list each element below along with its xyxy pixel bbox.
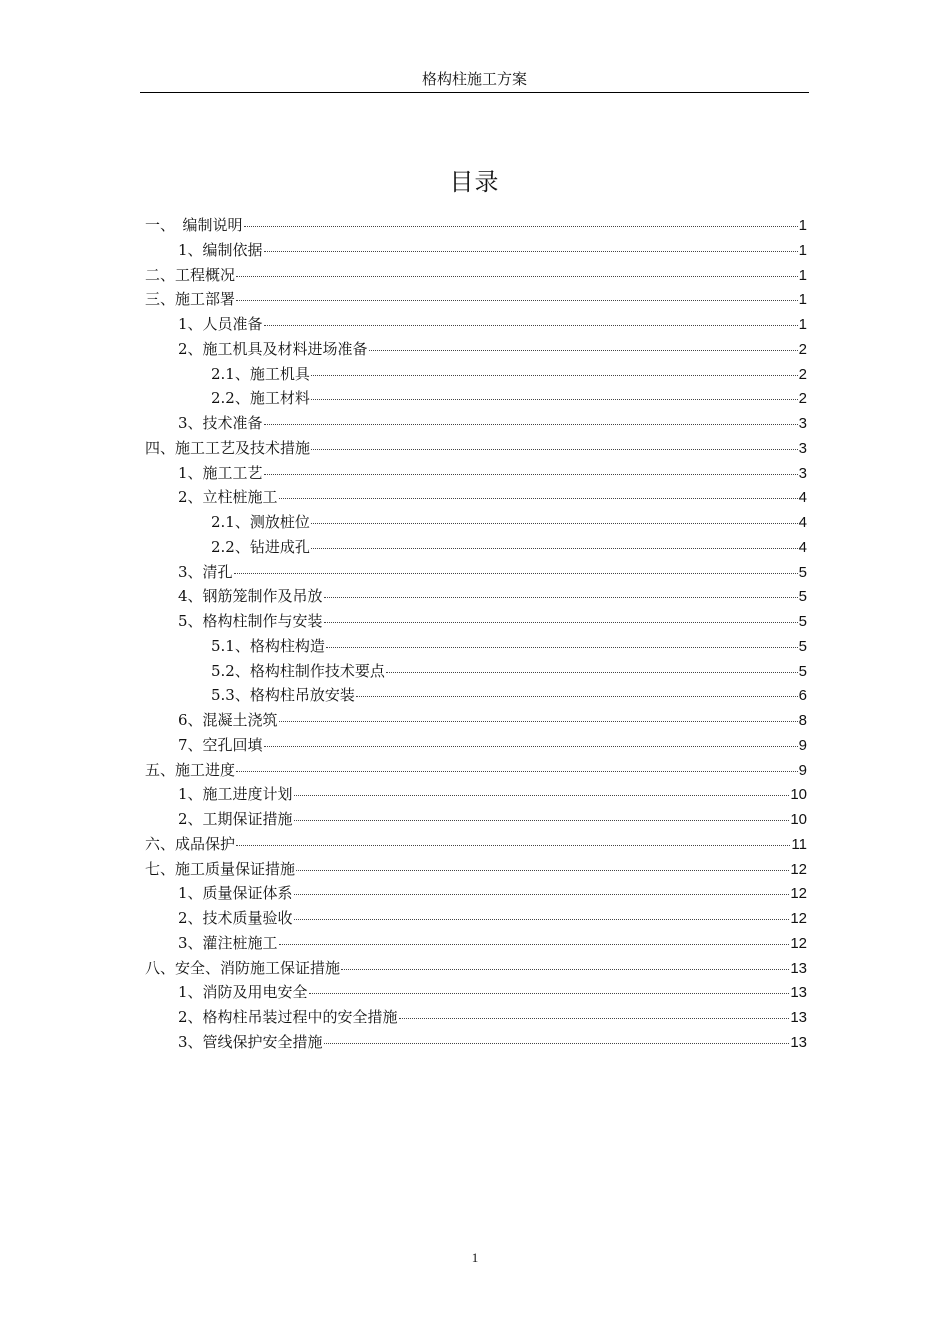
toc-entry-text: 四、施工工艺及技术措施 [145,438,311,457]
toc-entry-page: 12 [790,885,807,903]
toc-dot-leader [324,597,798,598]
toc-dot-leader [264,746,798,747]
toc-title: 目录 [449,168,500,196]
toc-entry[interactable] [145,883,807,908]
toc-entry-page: 1 [798,291,807,309]
toc-entry-text: 7、空孔回填 [178,735,263,754]
toc-entry-page: 4 [798,514,807,531]
toc-dot-leader [294,919,790,920]
toc-entry[interactable] [145,611,807,636]
toc-entry-page: 9 [798,736,807,754]
toc-entry-text: 5.3、格构柱吊放安装 [211,686,355,705]
toc-entry-text: 1、消防及用电安全 [178,983,308,1002]
toc-entry-page: 4 [798,538,807,556]
toc-entry-text: 2.1、测放桩位 [211,513,310,531]
toc-entry-text: 八、安全、消防施工保证措施 [145,958,341,977]
toc-entry-page: 13 [790,1009,807,1026]
toc-entry-page: 4 [798,489,807,507]
toc-entry[interactable] [145,438,807,463]
toc-dot-leader [264,325,798,326]
toc-entry[interactable] [145,364,807,389]
toc-dot-leader [324,1043,790,1044]
toc-entry-text: 五、施工进度 [145,760,236,779]
table-of-contents [145,215,807,1057]
toc-entry[interactable] [145,661,807,686]
toc-dot-leader [311,375,798,376]
toc-entry[interactable] [145,735,807,760]
toc-entry[interactable] [145,636,807,661]
toc-entry[interactable] [145,512,807,537]
toc-entry-page: 3 [798,439,807,457]
toc-dot-leader [264,251,798,252]
toc-entry[interactable] [145,487,807,512]
toc-entry-text: 1、施工进度计划 [178,785,293,804]
toc-entry[interactable] [145,982,807,1007]
toc-entry-text: 3、清孔 [178,562,233,581]
document-title: 格构柱施工方案 [421,70,527,88]
toc-dot-leader [279,721,798,722]
page-number: 1 [471,1250,479,1265]
toc-entry[interactable] [145,784,807,809]
toc-entry[interactable] [145,710,807,735]
toc-entry-text: 二、工程概况 [145,265,236,284]
toc-entry-text: 3、管线保护安全措施 [178,1032,323,1051]
toc-entry-text: 三、施工部署 [145,290,236,309]
toc-dot-leader [264,424,798,425]
toc-entry-page: 1 [798,266,807,284]
toc-dot-leader [296,870,789,871]
toc-entry[interactable] [145,339,807,364]
toc-entry-page: 1 [798,316,807,333]
toc-entry[interactable] [145,240,807,265]
toc-entry-page: 5 [798,613,807,630]
toc-dot-leader [236,845,790,846]
toc-dot-leader [264,474,798,475]
toc-entry-page: 5 [798,563,807,581]
toc-entry[interactable] [145,586,807,611]
toc-entry-page: 9 [798,761,807,779]
toc-dot-leader [369,350,798,351]
toc-entry[interactable] [145,1007,807,1032]
toc-entry-page: 5 [798,637,807,655]
toc-entry-text: 2、立柱桩施工 [178,488,278,507]
toc-entry-page: 5 [798,662,807,680]
toc-dot-leader [279,944,790,945]
toc-entry-text: 5.2、格构柱制作技术要点 [211,661,385,680]
toc-entry[interactable] [145,958,807,983]
toc-entry-text: 2.2、钻进成孔 [211,537,310,556]
toc-entry[interactable] [145,933,807,958]
page-header [140,68,809,93]
toc-dot-leader [234,573,798,574]
toc-entry[interactable] [145,265,807,290]
toc-entry[interactable] [145,685,807,710]
toc-entry-text: 七、施工质量保证措施 [145,859,296,878]
toc-entry-page: 11 [791,835,807,853]
toc-dot-leader [311,449,798,450]
toc-entry[interactable] [145,1032,807,1057]
toc-entry[interactable] [145,537,807,562]
toc-entry-text: 2、施工机具及材料进场准备 [178,339,368,358]
toc-entry-page: 12 [790,860,807,878]
toc-entry[interactable] [145,289,807,314]
toc-entry-text: 1、编制依据 [178,240,263,259]
toc-dot-leader [309,993,790,994]
toc-entry[interactable] [145,859,807,884]
toc-entry[interactable] [145,562,807,587]
toc-entry-text: 5、格构柱制作与安装 [178,612,323,630]
toc-entry-text: 3、技术准备 [178,414,263,432]
toc-entry-text: 2、工期保证措施 [178,810,293,828]
toc-dot-leader [294,894,790,895]
toc-entry-text: 1、质量保证体系 [178,884,293,903]
toc-dot-leader [341,969,789,970]
toc-entry-page: 5 [798,588,807,606]
toc-dot-leader [279,498,798,499]
toc-dot-leader [236,276,798,277]
toc-entry[interactable] [145,314,807,339]
toc-dot-leader [326,647,798,648]
toc-entry[interactable] [145,834,807,859]
toc-entry[interactable] [145,809,807,834]
toc-entry-text: 5.1、格构柱构造 [211,636,325,655]
toc-entry-page: 8 [798,712,807,729]
toc-dot-leader [244,226,798,227]
toc-entry[interactable] [145,388,807,413]
toc-entry-page: 6 [798,687,807,705]
toc-entry-page: 2 [798,340,807,358]
toc-entry-page: 13 [790,959,807,977]
toc-entry-page: 1 [798,241,807,259]
toc-dot-leader [236,771,798,772]
toc-entry[interactable] [145,760,807,785]
toc-entry-page: 12 [790,934,807,952]
toc-dot-leader [386,672,798,673]
toc-dot-leader [294,795,790,796]
toc-entry[interactable] [145,215,807,240]
toc-dot-leader [236,300,798,301]
toc-entry-page: 1 [798,217,807,234]
toc-entry-text: 2、技术质量验收 [178,909,293,927]
toc-entry-page: 12 [790,910,807,927]
toc-entry-text: 2.1、施工机具 [211,364,310,383]
toc-dot-leader [311,548,798,549]
toc-dot-leader [399,1018,790,1019]
toc-entry-page: 10 [790,811,807,828]
toc-entry-page: 2 [798,365,807,383]
toc-entry-text: 1、施工工艺 [178,463,263,482]
toc-entry-text: 2.2、施工材料 [211,389,310,408]
toc-entry[interactable] [145,463,807,488]
toc-entry-text: 4、钢筋笼制作及吊放 [178,587,323,606]
toc-entry-text: 2、格构柱吊装过程中的安全措施 [178,1008,398,1026]
toc-entry-page: 10 [790,786,807,804]
toc-dot-leader [311,399,798,400]
toc-dot-leader [324,622,798,623]
toc-entry-page: 3 [798,464,807,482]
toc-entry-page: 13 [790,1033,807,1051]
toc-entry-text: 1、人员准备 [178,315,263,333]
toc-entry-text: 6、混凝土浇筑 [178,711,278,729]
toc-entry[interactable] [145,908,807,933]
toc-entry-page: 13 [790,984,807,1002]
toc-entry-text: 3、灌注桩施工 [178,933,278,952]
toc-entry-text: 六、成品保护 [145,834,236,853]
toc-entry[interactable] [145,413,807,438]
toc-entry-text: 一、 编制说明 [145,216,243,234]
toc-entry-page: 2 [798,390,807,408]
toc-entry-page: 3 [798,415,807,432]
toc-dot-leader [294,820,790,821]
toc-dot-leader [311,523,798,524]
toc-dot-leader [356,696,798,697]
